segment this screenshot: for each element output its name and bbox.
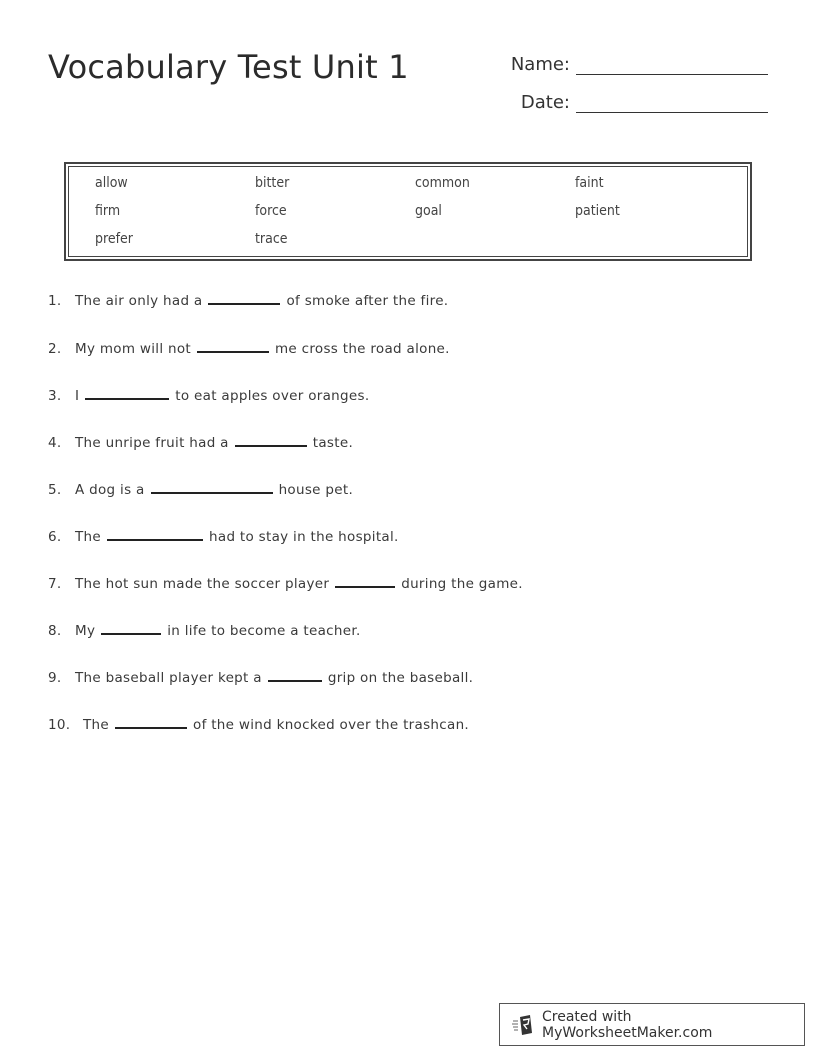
question-item — [48, 666, 473, 686]
date-field — [500, 90, 768, 113]
question-text-after: of the wind knocked over the trashcan. — [193, 717, 470, 733]
question-text-after: me cross the road alone. — [274, 341, 450, 357]
answer-blank[interactable] — [335, 572, 395, 588]
word-bank-item: common — [415, 175, 470, 191]
question-text-after: grip on the baseball. — [327, 670, 474, 686]
answer-blank[interactable] — [85, 384, 169, 400]
question-text-before: A dog is a — [75, 482, 145, 498]
question-text-after: to eat apples over oranges. — [175, 388, 370, 404]
word-bank-item: patient — [575, 203, 620, 219]
question-item — [48, 478, 353, 498]
question-item — [48, 713, 469, 733]
answer-blank[interactable] — [208, 289, 280, 305]
question-text-after: taste. — [312, 435, 354, 451]
word-bank-item: force — [255, 203, 287, 219]
word-bank-inner-border — [68, 166, 748, 257]
word-bank-item: firm — [95, 203, 121, 219]
question-item — [48, 337, 450, 357]
question-text-after: of smoke after the fire. — [286, 293, 449, 309]
question-text-after: house pet. — [278, 482, 354, 498]
answer-blank[interactable] — [151, 478, 273, 494]
answer-blank[interactable] — [268, 666, 322, 682]
question-text-before: The — [83, 717, 110, 733]
question-text-after: had to stay in the hospital. — [209, 529, 399, 545]
question-text-before: The hot sun made the soccer player — [75, 576, 330, 592]
question-text-before: The baseball player kept a — [75, 670, 262, 686]
word-bank-item: bitter — [255, 175, 290, 191]
question-item — [48, 289, 448, 309]
question-number: 1. — [48, 293, 62, 309]
question-text-after: in life to become a teacher. — [167, 623, 361, 639]
footer-text: Created with MyWorksheetMaker.com — [542, 1008, 713, 1041]
answer-blank[interactable] — [107, 525, 203, 541]
question-text-before: The air only had a — [75, 293, 203, 309]
question-number: 4. — [48, 435, 62, 451]
date-line — [576, 90, 768, 113]
question-number: 6. — [48, 529, 62, 545]
name-line — [576, 52, 768, 75]
question-text-before: I — [75, 388, 80, 404]
answer-blank[interactable] — [101, 619, 161, 635]
question-number: 10. — [48, 717, 71, 733]
word-grid — [95, 175, 735, 259]
name-field — [500, 52, 768, 75]
question-item — [48, 431, 353, 451]
question-number: 3. — [48, 388, 62, 404]
word-bank-item: allow — [95, 175, 128, 191]
question-text-before: My mom will not — [75, 341, 191, 357]
answer-blank[interactable] — [235, 431, 307, 447]
question-item — [48, 525, 399, 545]
question-item — [48, 384, 369, 404]
name-label: Name: — [510, 54, 570, 75]
question-number: 8. — [48, 623, 62, 639]
word-bank-item: goal — [415, 203, 442, 219]
answer-blank[interactable] — [197, 337, 269, 353]
footer-credit[interactable] — [499, 1003, 805, 1046]
question-number: 7. — [48, 576, 62, 592]
answer-blank[interactable] — [115, 713, 187, 729]
word-bank — [64, 162, 752, 261]
word-bank-item: prefer — [95, 231, 133, 247]
word-bank-item: trace — [255, 231, 288, 247]
question-item — [48, 572, 523, 592]
date-label: Date: — [520, 92, 570, 113]
question-text-before: The unripe fruit had a — [75, 435, 229, 451]
question-number: 2. — [48, 341, 62, 357]
question-item — [48, 619, 361, 639]
question-number: 5. — [48, 482, 62, 498]
word-bank-item: faint — [575, 175, 604, 191]
question-text-before: The — [75, 529, 102, 545]
question-number: 9. — [48, 670, 62, 686]
worksheet-maker-logo-icon — [512, 1014, 534, 1036]
question-text-after: during the game. — [401, 576, 523, 592]
question-text-before: My — [75, 623, 96, 639]
page-title: Vocabulary Test Unit 1 — [48, 48, 409, 86]
